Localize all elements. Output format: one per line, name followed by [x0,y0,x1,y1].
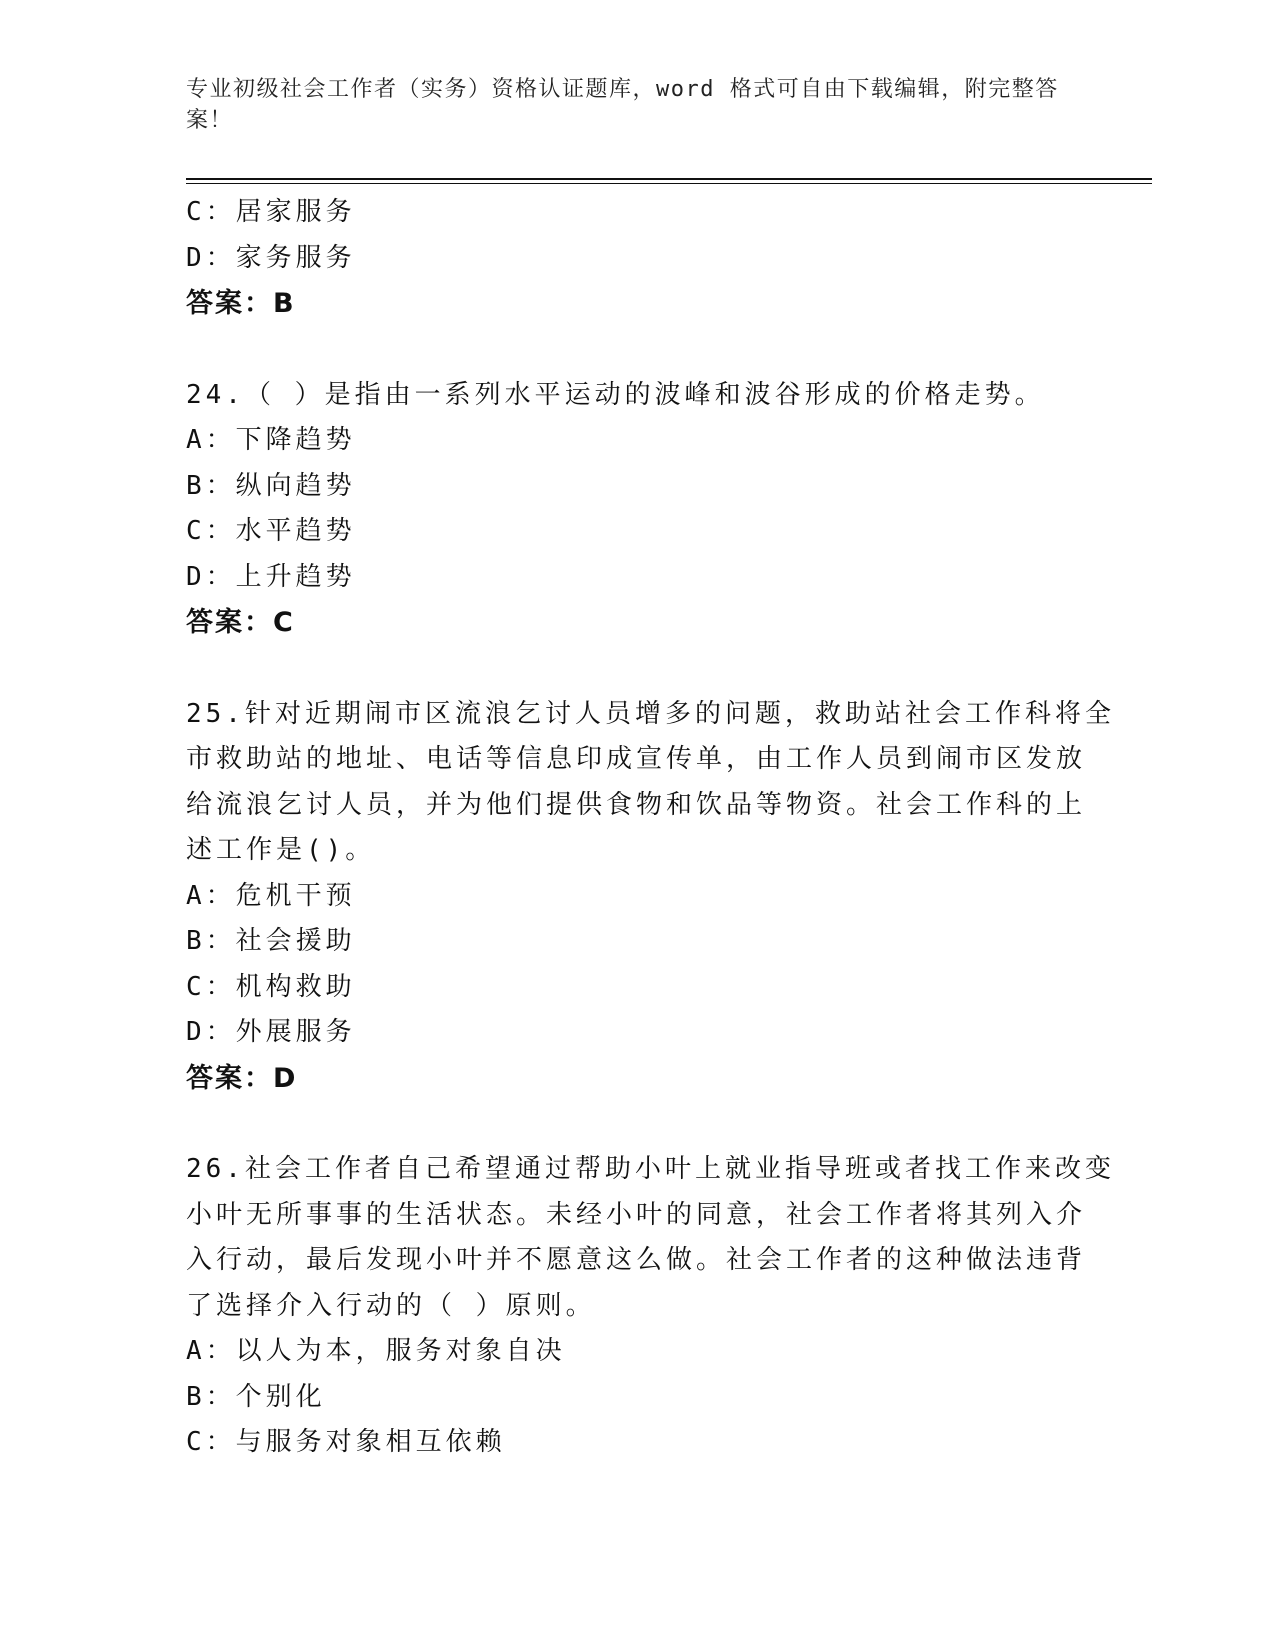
page-header: 专业初级社会工作者（实务）资格认证题库，word 格式可自由下载编辑，附完整答案！ [186,77,1059,133]
answer: 答案：B [186,288,296,319]
question-stem-line-3: 给流浪乞讨人员，并为他们提供食物和饮品等物资。社会工作科的上 [186,789,1087,820]
option-c: C：居家服务 [186,197,356,227]
option-d: D：上升趋势 [186,561,356,592]
question-26 [186,1147,1115,1466]
question-stem-line-4: 述工作是()。 [186,835,376,865]
header-rule-thick [186,178,1152,180]
question-stem-line-3: 入行动，最后发现小叶并不愿意这么做。社会工作者的这种做法违背 [186,1245,1087,1275]
question-stem-line-1: 26.社会工作者自己希望通过帮助小叶上就业指导班或者找工作来改变 [186,1154,1115,1184]
question-stem: 24.（ ）是指由一系列水平运动的波峰和波谷形成的价格走势。 [186,379,1045,410]
question-24 [186,373,1086,646]
question-stem-line-2: 市救助站的地址、电话等信息印成宣传单，由工作人员到闹市区发放 [186,744,1087,774]
question-23-fragment [186,190,1086,327]
question-content [186,190,1115,1466]
option-b: B：纵向趋势 [186,470,356,501]
question-stem-line-4: 了选择介入行动的（ ）原则。 [186,1290,596,1321]
option-d: D：家务服务 [186,242,356,273]
option-c: C：机构救助 [186,971,356,1002]
question-25 [186,692,1115,1102]
header-rule-thin [186,183,1152,184]
option-b: B：个别化 [186,1381,326,1412]
answer: 答案：D [186,1062,298,1094]
option-a: A：危机干预 [186,880,356,911]
answer: 答案：C [186,607,295,638]
option-d: D：外展服务 [186,1017,356,1047]
spacer [186,327,1086,373]
spacer [186,1101,1086,1147]
question-stem-line-1: 25.针对近期闹市区流浪乞讨人员增多的问题，救助站社会工作科将全 [186,698,1115,729]
spacer [186,646,1086,692]
option-b: B：社会援助 [186,926,356,956]
option-a: A：以人为本，服务对象自决 [186,1336,566,1366]
option-c: C：水平趋势 [186,516,356,546]
option-a: A：下降趋势 [186,425,356,455]
option-c: C：与服务对象相互依赖 [186,1427,506,1457]
question-stem-line-2: 小叶无所事事的生活状态。未经小叶的同意，社会工作者将其列入介 [186,1199,1087,1230]
